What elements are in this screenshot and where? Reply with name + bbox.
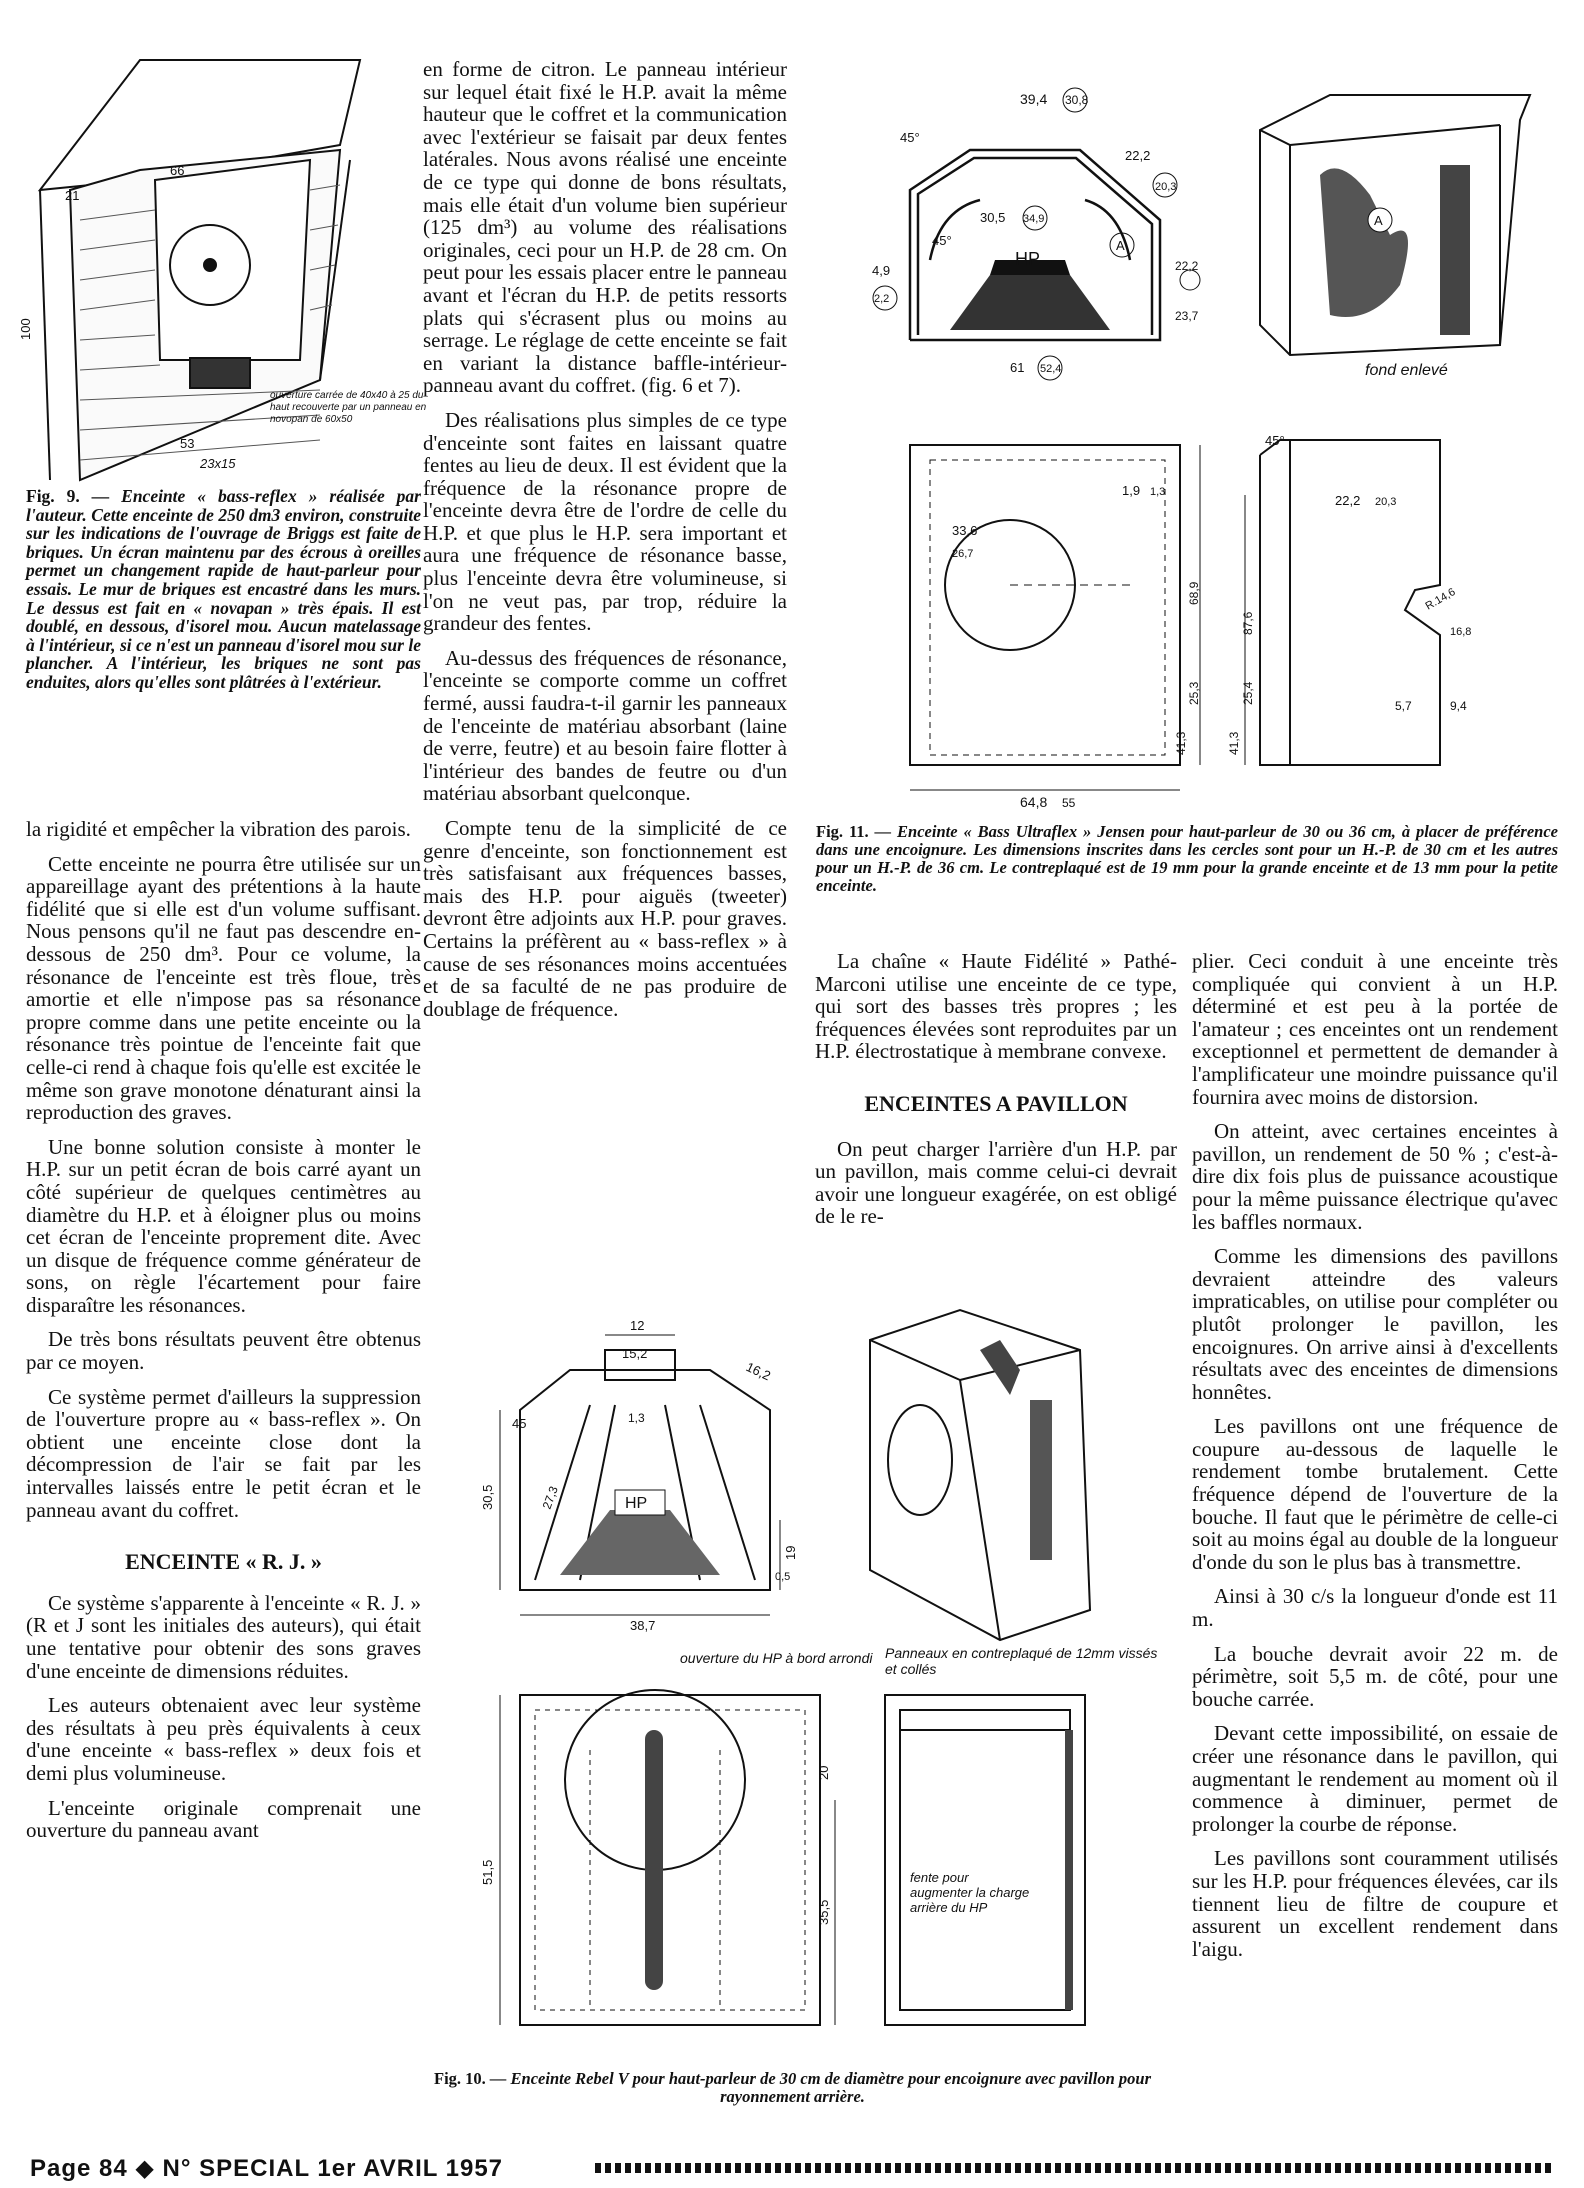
- fig11-front-dim: 55: [1062, 796, 1076, 810]
- fig10-dim: 38,7: [630, 1618, 656, 1633]
- heading-enceinte-rj: ENCEINTE « R. J. »: [125, 1549, 322, 1575]
- fig11-front-dim: 26,7: [952, 548, 974, 560]
- fig11-front-dim: 25,4: [1241, 681, 1255, 705]
- fig9-dim-vent: 23x15: [200, 456, 236, 471]
- fig11-front-dim: 41,3: [1227, 731, 1241, 755]
- column-3: [815, 950, 1177, 1240]
- fig10-note3: fente pour augmenter la charge arrière du HP: [910, 1870, 1030, 1915]
- fig10-dim: 15,2: [622, 1346, 648, 1361]
- col4-paragraph: La bouche devrait avoir 22 m. de périmètre, soit 5,5 m. de côté, pour une bouche carrée.: [1192, 1641, 1558, 1711]
- fig11-front-dim: 68,9: [1187, 581, 1201, 605]
- fig11-top-dim: 30,8: [1065, 93, 1089, 107]
- fig11-top-dim: 23,7: [1175, 309, 1199, 323]
- fig11-top-dim: 4,9: [872, 263, 891, 278]
- fig11-top-dim: 52,4: [1040, 363, 1062, 375]
- fig11-front-dim: 33,6: [952, 523, 978, 538]
- col2-paragraph: en forme de citron. Le panneau intérieur sur lequel était fixé le H.P. avait la même hauteur que le coffret et la communication avec l'extérieur se faisait par deux fentes latérales. Nous avons réalisé une enceinte de ce type qui donne de bons résultats, mais elle était d'un volume bien supérieur (125 dm³) au volume des réalisations originales, ceci pour un H.P. de 28 cm. On peut pour les essais placer entre le panneau avant et l'écran du H.P. de petits ressorts plats qui s'écrasent plus ou moins au serrage. Le réglage de cette enceinte se fait en variant la distance baffle-intérieur-panneau avant du coffret. (fig. 6 et 7).: [423, 57, 787, 398]
- fig11-top-dim: 20,3: [1155, 181, 1177, 193]
- fig11-front-dim: 64,8: [1020, 794, 1048, 810]
- col1-paragraph: Les auteurs obtenaient avec leur système des résultats à peu près équivalents à ceux d'une enceinte « bass-reflex » deux fois et demi plus volumineuse.: [26, 1693, 421, 1785]
- fig10-dim: 1,3: [628, 1411, 645, 1425]
- fig10-caption: [420, 2070, 1165, 2106]
- fig10-caption-label: Fig. 10.: [434, 2069, 486, 2088]
- fig11-top-dim: 22,2: [1125, 148, 1151, 163]
- fig11-caption-label: Fig. 11.: [816, 822, 869, 841]
- fig9-dim-top: 66: [170, 163, 185, 178]
- fig11-top-dim: 30,5: [980, 210, 1006, 225]
- fig11-top-dim: 61: [1010, 360, 1025, 375]
- col1-paragraph: Ce système s'apparente à l'enceinte « R. J. » (R et J sont les initiales des auteurs), qui était une tentative pour obtenir des sons graves d'une enceinte de dimensions réduites.: [26, 1590, 421, 1683]
- fig10-dim: 19: [783, 1545, 798, 1560]
- column-1: [26, 818, 421, 1854]
- fig10-dim: 30,5: [480, 1484, 495, 1510]
- page-footer: Page 84 ◆ N° SPECIAL 1er AVRIL 1957: [30, 2155, 504, 2182]
- col3-paragraph: La chaîne « Haute Fidélité » Pathé-Marconi utilise une enceinte de ce type, qui sort des basses très propres ; les fréquences élevées sont reproduites par un H.P. électrostatique à membrane convexe.: [815, 949, 1177, 1064]
- col4-paragraph: Devant cette impossibilité, on essaie de créer une résonance dans le pavillon, qui augmentant le rendement au moment où il commence à diminuer, permet de prolonger la courbe de réponse.: [1192, 1721, 1558, 1836]
- fig11-top-dim: 45°: [900, 130, 920, 145]
- fig9-caption-label: Fig. 9.: [26, 486, 80, 506]
- col4-paragraph: Les pavillons ont une fréquence de coupure au-dessous de laquelle le rendement tombe brutalement. Cette fréquence dépend de l'ouverture de la bouche. Il faut que le périmètre de celle-ci soit au moins égal au double de la longueur d'onde du son le plus bas à transmettre.: [1192, 1414, 1558, 1574]
- figure-11-front-view: [880, 435, 1560, 815]
- fig10-dim: 51,5: [480, 1859, 495, 1885]
- col4-paragraph: Comme les dimensions des pavillons devraient atteindre des valeurs impraticables, on utilise pour compléter ou plutôt prolonger le pavillon, les encoignures. On arrive ainsi à d'excellents résultats avec des enceintes de dimensions honnêtes.: [1192, 1244, 1558, 1404]
- col4-paragraph: Les pavillons sont couramment utilisés sur les H.P. pour fréquences élevées, car ils tiennent lieu de filtre de coupure et assurent un excellent rendement dans l'aigu.: [1192, 1846, 1558, 1961]
- figure-10-rebel-v: [440, 1310, 1180, 2070]
- column-2: [423, 58, 787, 1032]
- fig11-note: fond enlevé: [1365, 362, 1448, 379]
- fig11-front-dim: 22,2: [1335, 493, 1361, 508]
- fig9-dim-side: 21: [65, 188, 80, 203]
- fig11-top-dim: 39,4: [1020, 91, 1048, 107]
- column-4: [1192, 950, 1558, 1972]
- heading-enceintes-pavillon: ENCEINTES A PAVILLON: [864, 1090, 1128, 1116]
- fig10-dim: 12: [630, 1318, 645, 1333]
- figure-11-perspective: [1250, 85, 1550, 390]
- fig10-dim: 45: [512, 1416, 527, 1431]
- col4-paragraph: On atteint, avec certaines enceintes à pavillon, un rendement de 50 % ; c'est-à-dire dix fois plus de puissance acoustique pour la même puissance électrique qu'avec les baffles normaux.: [1192, 1119, 1558, 1234]
- fig10-dim: 0,5: [775, 1571, 791, 1583]
- col4-paragraph: plier. Ceci conduit à une enceinte très compliquée qui convient à un H.P. déterminé et est peu à la portée de l'amateur ; ces enceintes ont un rendement exceptionnel et permettent de demander à l'amplificateur une moindre puissance qu'il fournira avec moins de distorsion.: [1192, 949, 1558, 1109]
- fig10-note1: ouverture du HP à bord arrondi: [680, 1650, 873, 1666]
- fig11-label-a: A: [1374, 213, 1383, 228]
- fig11-front-dim: 16,8: [1450, 626, 1472, 638]
- fig10-dim: 20: [816, 1765, 831, 1780]
- col1-paragraph: Une bonne solution consiste à monter le H.P. sur un petit écran de bois carré ayant un côté supérieur de quelques centimètres au diamètre du H.P. et à éloigner plus ou moins cet écran de l'enceinte proprement dite. Avec un disque de fréquence comme générateur de sons, on règle l'écartement pour faire disparaître les résonances.: [26, 1134, 421, 1317]
- fig11-front-dim: 5,7: [1395, 699, 1412, 713]
- fig11-front-dim: 20,3: [1375, 496, 1397, 508]
- fig10-dim: 16,2: [743, 1359, 774, 1384]
- figure-11-top-section: [870, 90, 1200, 380]
- col2-paragraph: Des réalisations plus simples de ce type d'enceinte sont faites en laissant quatre fentes au lieu de deux. Il est évident que la fréquence de la résonance propre de l'enceinte devra être de l'ordre de celle du H.P. et que plus le H.P. sera important et aura une fréquence de résonance basse, plus l'enceinte devra être volumineuse, si l'on ne veut pas, par trop, réduire la grandeur des fentes.: [423, 407, 787, 636]
- fig11-top-dim: 22,2: [1175, 259, 1199, 273]
- fig11-top-dim: 34,9: [1023, 213, 1045, 225]
- fig10-caption-text: — Enceinte Rebel V pour haut-parleur de 30 cm de diamètre pour encoignure avec pavillon pour rayonnement arrière.: [489, 2069, 1151, 2106]
- col1-paragraph: Ce système permet d'ailleurs la suppression de l'ouverture propre au « bass-reflex ». On obtient une enceinte close dont la décompression de l'air se fait par les intervalles laissés entre le petit écran et le panneau avant du coffret.: [26, 1384, 421, 1522]
- fig9-caption: [26, 487, 421, 692]
- fig9-dim-height: 100: [18, 318, 33, 340]
- col2-paragraph: Compte tenu de la simplicité de ce genre d'enceinte, son fonctionnement est très satisfaisant aux fréquences basses, mais des H.P. pour aiguës (tweeter) devront être adjoints aux H.P. pour graves. Certains la préfèrent au « bass-reflex » à cause de ses résonances moins accentuées et de sa faculté de ne pas produire de doublage de fréquence.: [423, 816, 787, 1021]
- col3-paragraph: On peut charger l'arrière d'un H.P. par un pavillon, mais comme celui-ci devrait avoir une longueur exagérée, on est obligé de le re-: [815, 1136, 1177, 1229]
- fig10-note2: Panneaux en contreplaqué de 12mm vissés et collés: [885, 1645, 1158, 1677]
- fig9-note: ouverture carrée de 40x40 à 25 du haut recouverte par un panneau en novopan de 60x50: [270, 390, 427, 425]
- fig11-caption: [816, 823, 1558, 895]
- fig11-caption-text: — Enceinte « Bass Ultraflex » Jensen pour haut-parleur de 30 ou 36 cm, à placer de préférence dans une encoignure. Les dimensions inscrites dans les cercles sont pour un H.-P. de 30 cm et les autres pour un H.-P. de 36 cm. Le contreplaqué est de 19 mm pour la grande enceinte et de 13 mm pour la petite enceinte.: [816, 822, 1558, 895]
- col1-paragraph: De très bons résultats peuvent être obtenus par ce moyen.: [26, 1327, 421, 1375]
- fig11-front-dim: 41,3: [1174, 731, 1188, 755]
- fig11-top-dim: HP: [1015, 249, 1041, 269]
- fig11-front-dim: 25,3: [1187, 681, 1201, 705]
- fig11-front-dim: 87,6: [1241, 611, 1255, 635]
- fig11-top-dim: 2,2: [874, 293, 890, 305]
- fig9-dim-bottom: 53: [180, 436, 195, 451]
- fig11-front-dim: 45°: [1265, 433, 1285, 448]
- fig10-dim: 27,3: [539, 1484, 561, 1512]
- figure-9-brick-enclosure: [20, 40, 430, 480]
- fig9-caption-text: — Enceinte « bass-reflex » réalisée par l'auteur. Cette enceinte de 250 dm3 environ, construite sur les indications de l'ouvrage de Briggs est faite de briques. Un écran maintenu par des écrous à oreilles permet un changement rapide de haut-parleur pour essais. Le mur de briques est encastré dans les murs. Le dessus est fait en « novapan » très épais. Il est doublé, en dessous, d'isorel mou. Aucun matelassage à l'intérieur, si ce n'est un panneau d'isorel mou sur le plancher. A l'intérieur, les briques ne sont pas enduites, alors qu'elles sont plâtrées à l'extérieur.: [26, 486, 421, 692]
- fig11-front-dim: 9,4: [1450, 699, 1467, 713]
- fig11-front-dim: 1,3: [1150, 486, 1166, 498]
- fig11-front-dim: 1,9: [1122, 483, 1141, 498]
- fig10-dim: HP: [625, 1495, 648, 1512]
- footer-rule: [595, 2163, 1555, 2173]
- fig10-dim: 35,5: [816, 1899, 831, 1925]
- col1-paragraph: Cette enceinte ne pourra être utilisée sur un appareillage ayant des prétentions à la haute fidélité que si elle est d'un volume suffisant. Nous pensons qu'il ne faut pas descendre en-dessous de 250 dm³. Pour ce volume, la résonance de l'enceinte est très floue, très amortie et elle n'impose pas sa résonance propre comme dans une petite enceinte ou la résonance très pointue de l'enceinte fait que celle-ci rend à chaque fois qu'elle est excitée le même son grave monotone dénaturant ainsi la reproduction des graves.: [26, 851, 421, 1125]
- col1-paragraph: L'enceinte originale comprenait une ouverture du panneau avant: [26, 1795, 421, 1843]
- fig11-front-dim: R.14,6: [1423, 585, 1458, 613]
- col4-paragraph: Ainsi à 30 c/s la longueur d'onde est 11 m.: [1192, 1584, 1558, 1632]
- col1-paragraph: la rigidité et empêcher la vibration des parois.: [26, 817, 411, 841]
- col2-paragraph: Au-dessus des fréquences de résonance, l'enceinte se comporte comme un coffret fermé, aussi faudra-t-il garnir les panneaux de l'enceinte de matériau absorbant (laine de verre, feutre) et au besoin faire flotter à l'intérieur des bandes de feutre ou d'un matériau absorbant quelconque.: [423, 645, 787, 806]
- fig11-top-dim: A: [1116, 238, 1125, 253]
- fig11-top-dim: 45°: [932, 233, 952, 248]
